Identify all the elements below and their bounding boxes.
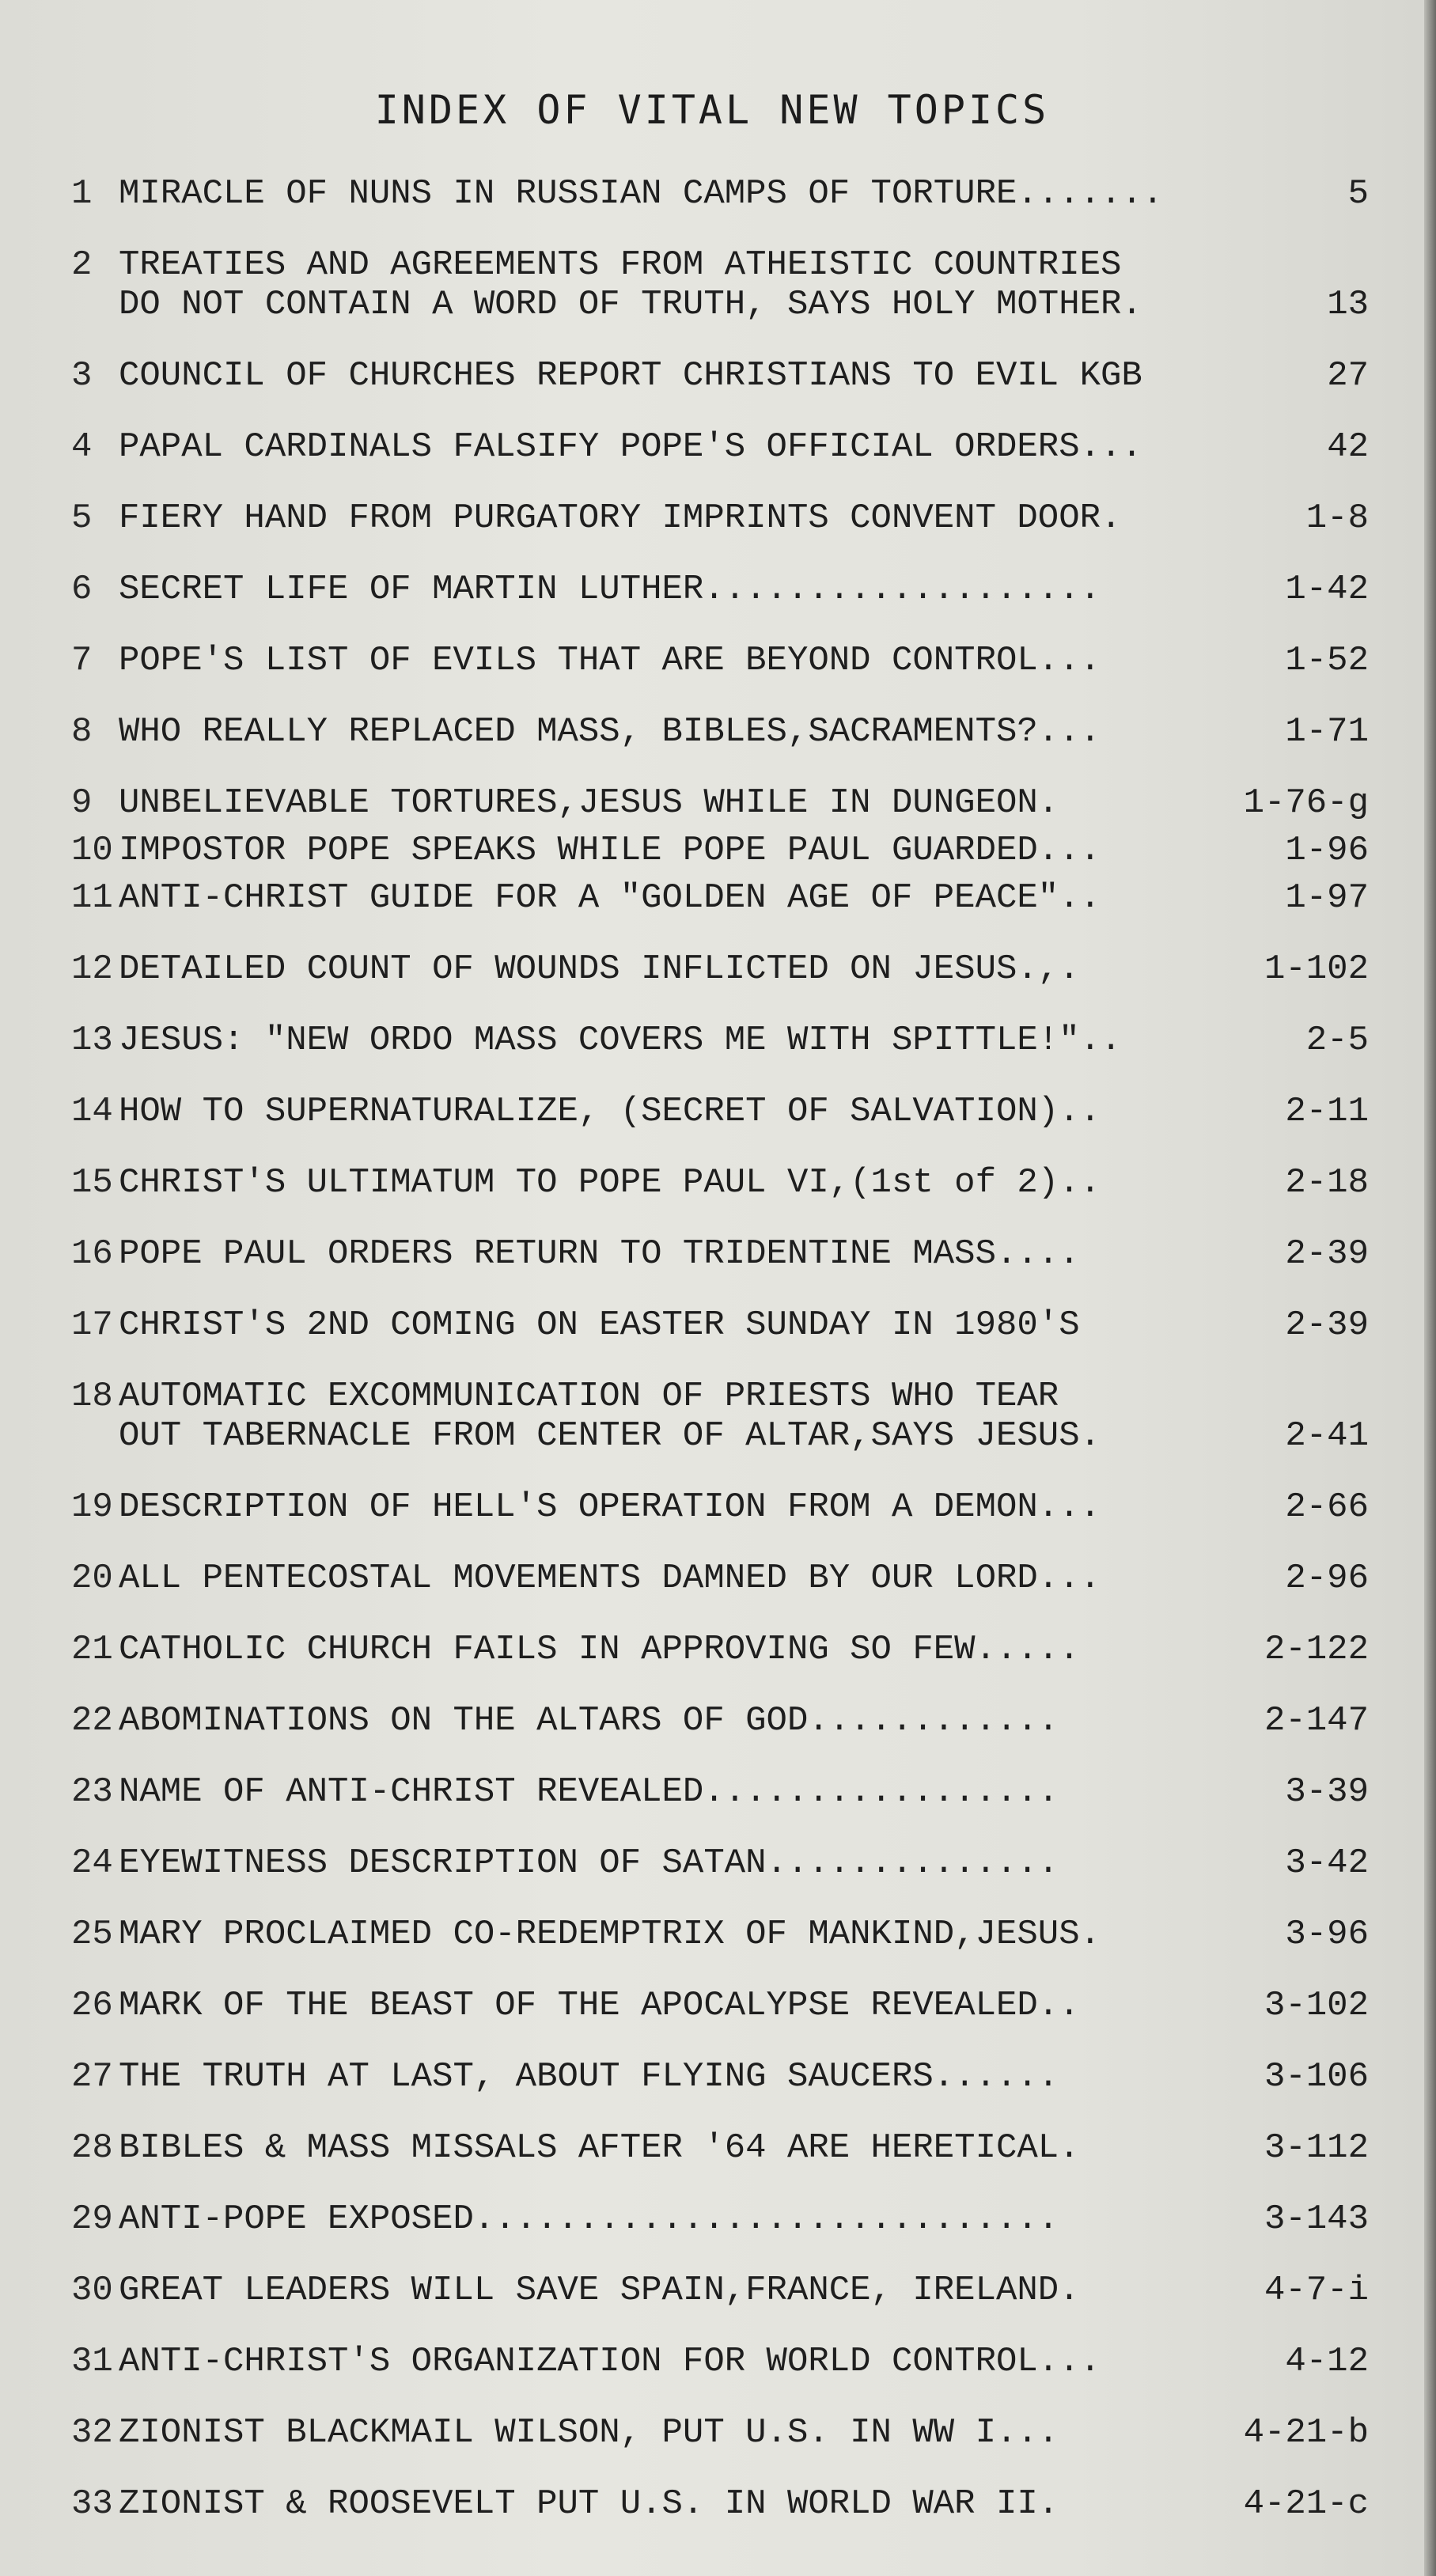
entry-page-reference: 1-42 xyxy=(1285,570,1369,609)
entry-topic: PAPAL CARDINALS FALSIFY POPE'S OFFICIAL ORDERS... xyxy=(119,427,1142,467)
entry-topic: DETAILED COUNT OF WOUNDS INFLICTED ON JESUS.,. xyxy=(119,949,1080,989)
entry-page-reference: 3-106 xyxy=(1264,2057,1369,2097)
entry-number: 6 xyxy=(71,570,93,609)
entry-topic: POPE PAUL ORDERS RETURN TO TRIDENTINE MASS.... xyxy=(119,1234,1080,1274)
index-entry xyxy=(71,641,1369,680)
entry-number: 11 xyxy=(71,878,113,918)
entry-topic: CHRIST'S 2ND COMING ON EASTER SUNDAY IN 1980'S xyxy=(119,1305,1080,1345)
entry-number: 18 xyxy=(71,1377,113,1416)
entry-page-reference: 2-96 xyxy=(1285,1559,1369,1598)
entry-topic: MARY PROCLAIMED CO-REDEMPTRIX OF MANKIND,JESUS. xyxy=(119,1915,1101,1954)
entry-topic: CATHOLIC CHURCH FAILS IN APPROVING SO FEW..... xyxy=(119,1630,1080,1669)
page-title: INDEX OF VITAL NEW TOPICS xyxy=(374,87,1050,133)
index-entry xyxy=(71,878,1369,918)
entry-page-reference: 2-122 xyxy=(1264,1630,1369,1669)
entry-number: 28 xyxy=(71,2128,113,2168)
index-entry xyxy=(71,1092,1369,1131)
entry-number: 8 xyxy=(71,712,93,752)
entry-number: 27 xyxy=(71,2057,113,2097)
entry-page-reference: 1-71 xyxy=(1285,712,1369,752)
entry-page-reference: 3-96 xyxy=(1285,1915,1369,1954)
index-entry xyxy=(71,1377,1369,1456)
entry-page-reference: 1-96 xyxy=(1285,831,1369,870)
entry-number: 26 xyxy=(71,1986,113,2025)
index-entry xyxy=(71,1772,1369,1812)
entry-topic: MIRACLE OF NUNS IN RUSSIAN CAMPS OF TORTURE....... xyxy=(119,174,1164,214)
index-entry xyxy=(71,1559,1369,1598)
entry-page-reference: 4-21-c xyxy=(1243,2484,1369,2524)
entry-page-reference: 2-5 xyxy=(1305,1021,1369,1060)
entry-topic: ANTI-POPE EXPOSED............................ xyxy=(119,2199,1059,2239)
index-entry xyxy=(71,712,1369,752)
entry-number: 4 xyxy=(71,427,93,467)
entry-topic: POPE'S LIST OF EVILS THAT ARE BEYOND CONTROL... xyxy=(119,641,1101,680)
entry-page-reference: 3-143 xyxy=(1264,2199,1369,2239)
entry-number: 14 xyxy=(71,1092,113,1131)
entry-page-reference: 1-102 xyxy=(1264,949,1369,989)
index-entry xyxy=(71,1986,1369,2025)
entry-topic: SECRET LIFE OF MARTIN LUTHER................... xyxy=(119,570,1101,609)
index-entry xyxy=(71,2413,1369,2453)
index-entry xyxy=(71,1021,1369,1060)
index-entry xyxy=(71,2128,1369,2168)
index-entry xyxy=(71,1487,1369,1527)
entry-page-reference: 1-8 xyxy=(1305,498,1369,538)
entry-number: 33 xyxy=(71,2484,113,2524)
entry-topic: ALL PENTECOSTAL MOVEMENTS DAMNED BY OUR LORD... xyxy=(119,1559,1101,1598)
index-entry xyxy=(71,1630,1369,1669)
entry-number: 29 xyxy=(71,2199,113,2239)
index-entry xyxy=(71,2057,1369,2097)
entry-page-reference: 1-52 xyxy=(1285,641,1369,680)
entry-number: 21 xyxy=(71,1630,113,1669)
entry-page-reference: 2-39 xyxy=(1285,1234,1369,1274)
entry-number: 30 xyxy=(71,2271,113,2310)
entry-number: 25 xyxy=(71,1915,113,1954)
index-entry xyxy=(71,1915,1369,1954)
topic-index-list xyxy=(71,174,1369,2555)
entry-page-reference: 2-18 xyxy=(1285,1163,1369,1203)
entry-number: 9 xyxy=(71,783,93,823)
entry-page-reference: 42 xyxy=(1327,427,1369,467)
entry-topic: GREAT LEADERS WILL SAVE SPAIN,FRANCE, IRELAND. xyxy=(119,2271,1080,2310)
entry-topic: DESCRIPTION OF HELL'S OPERATION FROM A DEMON... xyxy=(119,1487,1101,1527)
entry-topic: CHRIST'S ULTIMATUM TO POPE PAUL VI,(1st of 2).. xyxy=(119,1163,1101,1203)
entry-page-reference: 27 xyxy=(1327,356,1369,396)
entry-number: 24 xyxy=(71,1843,113,1883)
entry-topic: NAME OF ANTI-CHRIST REVEALED................. xyxy=(119,1772,1059,1812)
entry-topic: WHO REALLY REPLACED MASS, BIBLES,SACRAMENTS?... xyxy=(119,712,1101,752)
entry-topic: MARK OF THE BEAST OF THE APOCALYPSE REVEALED.. xyxy=(119,1986,1080,2025)
index-entry xyxy=(71,2484,1369,2524)
entry-number: 3 xyxy=(71,356,93,396)
entry-page-reference: 3-112 xyxy=(1264,2128,1369,2168)
entry-topic: THE TRUTH AT LAST, ABOUT FLYING SAUCERS...... xyxy=(119,2057,1059,2097)
entry-number: 32 xyxy=(71,2413,113,2453)
entry-number: 17 xyxy=(71,1305,113,1345)
entry-number: 10 xyxy=(71,831,113,870)
index-entry xyxy=(71,1843,1369,1883)
entry-page-reference: 2-11 xyxy=(1285,1092,1369,1131)
entry-page-reference: 3-39 xyxy=(1285,1772,1369,1812)
index-entry xyxy=(71,1163,1369,1203)
entry-page-reference: 2-41 xyxy=(1285,1416,1369,1456)
entry-number: 13 xyxy=(71,1021,113,1060)
index-entry xyxy=(71,1305,1369,1345)
entry-page-reference: 2-66 xyxy=(1285,1487,1369,1527)
index-entry xyxy=(71,1701,1369,1741)
entry-topic: FIERY HAND FROM PURGATORY IMPRINTS CONVENT DOOR. xyxy=(119,498,1122,538)
entry-topic: COUNCIL OF CHURCHES REPORT CHRISTIANS TO EVIL KGB xyxy=(119,356,1142,396)
index-entry xyxy=(71,570,1369,609)
entry-page-reference: 13 xyxy=(1327,285,1369,324)
entry-page-reference: 1-76-g xyxy=(1243,783,1369,823)
entry-page-reference: 4-21-b xyxy=(1243,2413,1369,2453)
entry-number: 16 xyxy=(71,1234,113,1274)
entry-page-reference: 5 xyxy=(1347,174,1369,214)
entry-page-reference: 2-39 xyxy=(1285,1305,1369,1345)
entry-number: 15 xyxy=(71,1163,113,1203)
entry-number: 22 xyxy=(71,1701,113,1741)
entry-page-reference: 4-7-i xyxy=(1264,2271,1369,2310)
entry-page-reference: 1-97 xyxy=(1285,878,1369,918)
entry-number: 31 xyxy=(71,2342,113,2381)
entry-page-reference: 4-12 xyxy=(1285,2342,1369,2381)
book-spine-shadow xyxy=(1424,0,1436,2576)
entry-number: 1 xyxy=(71,174,93,214)
index-entry xyxy=(71,1234,1369,1274)
entry-page-reference: 2-147 xyxy=(1264,1701,1369,1741)
index-entry xyxy=(71,356,1369,396)
entry-number: 19 xyxy=(71,1487,113,1527)
entry-topic: HOW TO SUPERNATURALIZE, (SECRET OF SALVATION).. xyxy=(119,1092,1101,1131)
index-entry xyxy=(71,831,1369,870)
entry-page-reference: 3-42 xyxy=(1285,1843,1369,1883)
entry-topic: UNBELIEVABLE TORTURES,JESUS WHILE IN DUNGEON. xyxy=(119,783,1059,823)
entry-page-reference: 3-102 xyxy=(1264,1986,1369,2025)
entry-topic: ANTI-CHRIST GUIDE FOR A "GOLDEN AGE OF PEACE".. xyxy=(119,878,1101,918)
index-entry xyxy=(71,2342,1369,2381)
entry-topic: ZIONIST & ROOSEVELT PUT U.S. IN WORLD WAR II. xyxy=(119,2484,1059,2524)
entry-topic: EYEWITNESS DESCRIPTION OF SATAN.............. xyxy=(119,1843,1059,1883)
entry-topic: JESUS: "NEW ORDO MASS COVERS ME WITH SPITTLE!".. xyxy=(119,1021,1122,1060)
entry-number: 23 xyxy=(71,1772,113,1812)
index-entry xyxy=(71,498,1369,538)
entry-topic: ANTI-CHRIST'S ORGANIZATION FOR WORLD CONTROL... xyxy=(119,2342,1101,2381)
entry-number: 7 xyxy=(71,641,93,680)
index-entry xyxy=(71,949,1369,989)
entry-topic: AUTOMATIC EXCOMMUNICATION OF PRIESTS WHO TEAR OUT TABERNACLE FROM CENTER OF ALTAR,SAYS JESUS. xyxy=(119,1377,1101,1456)
entry-topic: ZIONIST BLACKMAIL WILSON, PUT U.S. IN WW I... xyxy=(119,2413,1059,2453)
entry-topic: IMPOSTOR POPE SPEAKS WHILE POPE PAUL GUARDED... xyxy=(119,831,1101,870)
index-entry xyxy=(71,2199,1369,2239)
entry-number: 12 xyxy=(71,949,113,989)
entry-number: 2 xyxy=(71,245,93,285)
index-entry xyxy=(71,2271,1369,2310)
index-entry xyxy=(71,174,1369,214)
entry-number: 5 xyxy=(71,498,93,538)
index-entry xyxy=(71,783,1369,823)
entry-number: 20 xyxy=(71,1559,113,1598)
index-entry xyxy=(71,427,1369,467)
entry-topic: BIBLES & MASS MISSALS AFTER '64 ARE HERETICAL. xyxy=(119,2128,1080,2168)
entry-topic: ABOMINATIONS ON THE ALTARS OF GOD............ xyxy=(119,1701,1059,1741)
index-entry xyxy=(71,245,1369,324)
entry-topic: TREATIES AND AGREEMENTS FROM ATHEISTIC COUNTRIES DO NOT CONTAIN A WORD OF TRUTH, SAYS HOLY MOTHER. xyxy=(119,245,1142,324)
